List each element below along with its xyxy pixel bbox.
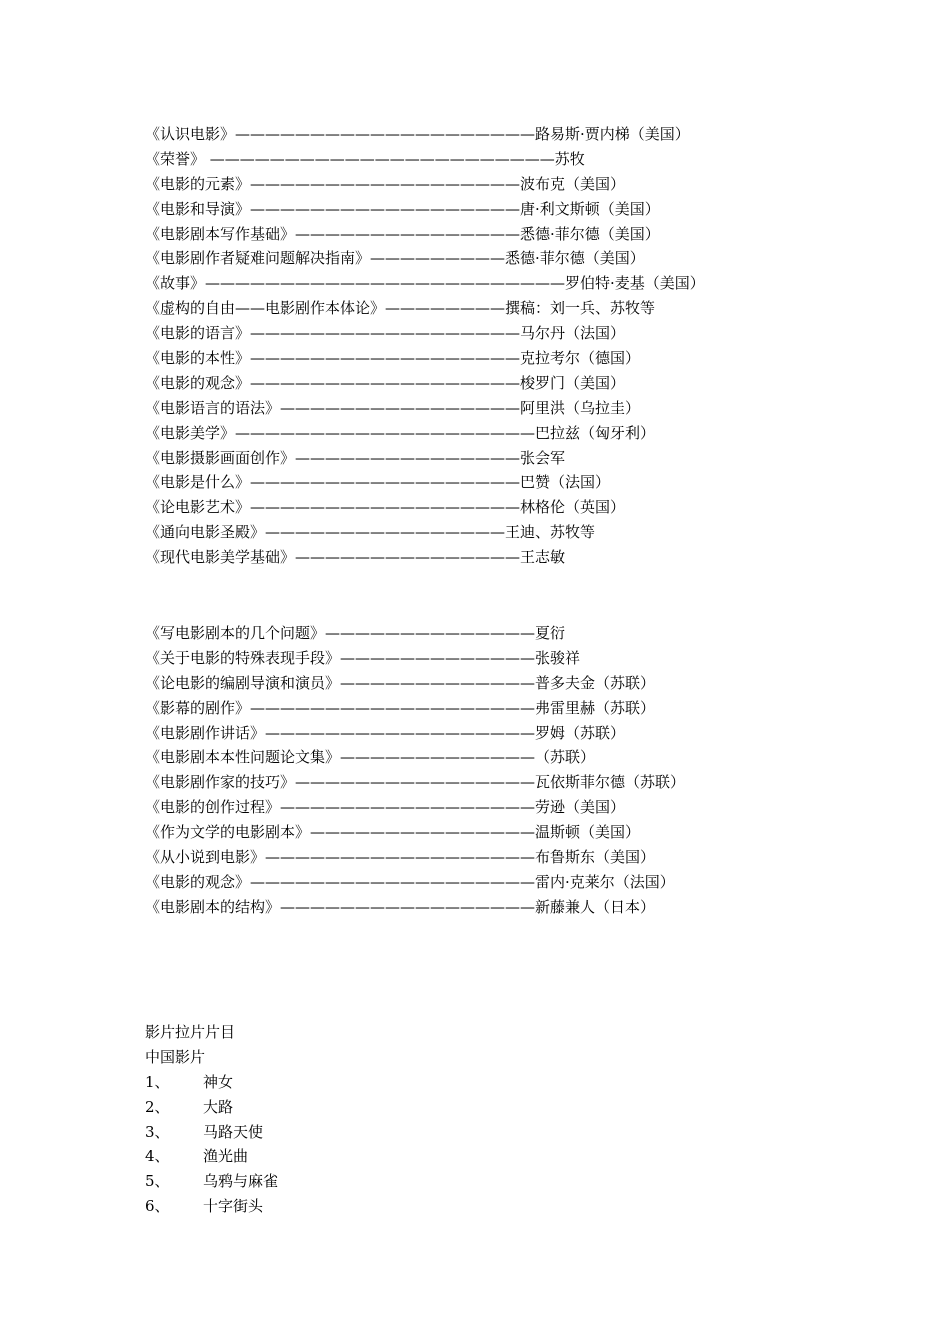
book-entry: 《作为文学的电影剧本》———————————————温斯顿（美国）	[145, 823, 641, 842]
book-entry: 《故事》————————————————————————罗伯特·麦基（美国）	[145, 274, 705, 293]
book-list-foreign	[145, 122, 765, 570]
section-subheading: 中国影片	[145, 1047, 206, 1066]
film-list-item	[145, 1070, 765, 1095]
film-title: 乌鸦与麻雀	[203, 1172, 279, 1191]
book-entry: 《电影的观念》——————————————————梭罗门（美国）	[145, 373, 626, 392]
book-entry: 《荣誉》 ———————————————————————苏牧	[145, 149, 585, 168]
book-entry: 《电影的元素》——————————————————波布克（美国）	[145, 174, 626, 193]
book-entry: 《电影的创作过程》—————————————————劳逊（美国）	[145, 798, 626, 817]
film-list-item	[145, 1120, 765, 1145]
book-entry: 《通向电影圣殿》————————————————王迪、苏牧等	[145, 523, 596, 542]
book-entry: 《电影的语言》——————————————————马尔丹（法国）	[145, 324, 626, 343]
film-title: 大路	[203, 1097, 234, 1116]
book-list-screenwriting	[145, 621, 765, 920]
book-entry: 《电影美学》————————————————————巴拉兹（匈牙利）	[145, 423, 656, 442]
book-entry: 《从小说到电影》——————————————————布鲁斯东（美国）	[145, 848, 656, 867]
book-entry: 《虚构的自由——电影剧作本体论》————————撰稿：刘一兵、苏牧等	[145, 299, 656, 318]
book-entry: 《电影的本性》——————————————————克拉考尔（德国）	[145, 349, 641, 368]
film-number: 3、	[145, 1122, 170, 1141]
book-entry: 《电影语言的语法》————————————————阿里洪（乌拉圭）	[145, 398, 641, 417]
film-title: 渔光曲	[203, 1147, 249, 1166]
book-entry: 《论电影的编剧导演和演员》—————————————普多夫金（苏联）	[145, 673, 656, 692]
film-title: 马路天使	[203, 1122, 264, 1141]
film-list-section	[145, 1020, 765, 1219]
book-entry: 《电影剧作者疑难问题解决指南》—————————悉德·菲尔德（美国）	[145, 249, 645, 268]
film-title: 十字街头	[203, 1197, 264, 1216]
film-number: 6、	[145, 1197, 170, 1216]
book-entry: 《电影和导演》——————————————————唐·利文斯顿（美国）	[145, 199, 660, 218]
film-number: 5、	[145, 1172, 170, 1191]
book-entry: 《论电影艺术》——————————————————林格伦（英国）	[145, 498, 626, 517]
film-number: 1、	[145, 1072, 170, 1091]
book-entry: 《电影剧作家的技巧》————————————————瓦依斯菲尔德（苏联）	[145, 773, 686, 792]
book-entry: 《电影剧本本性问题论文集》—————————————（苏联）	[145, 748, 596, 767]
book-entry: 《认识电影》————————————————————路易斯·贾内梯（美国）	[145, 125, 690, 143]
film-list-item	[145, 1144, 765, 1169]
film-list-item	[145, 1095, 765, 1120]
film-list-item	[145, 1169, 765, 1194]
book-entry: 《电影的观念》———————————————————雷内·克莱尔（法国）	[145, 872, 675, 891]
film-number: 4、	[145, 1147, 170, 1166]
film-title: 神女	[203, 1072, 234, 1091]
film-number: 2、	[145, 1097, 170, 1116]
book-entry: 《电影摄影画面创作》———————————————张会军	[145, 448, 566, 467]
book-entry: 《电影剧本写作基础》———————————————悉德·菲尔德（美国）	[145, 224, 660, 243]
book-entry: 《写电影剧本的几个问题》——————————————夏衍	[145, 624, 566, 642]
book-entry: 《电影剧本的结构》—————————————————新藤兼人（日本）	[145, 897, 656, 916]
book-entry: 《现代电影美学基础》———————————————王志敏	[145, 548, 566, 567]
book-entry: 《关于电影的特殊表现手段》—————————————张骏祥	[145, 648, 581, 667]
film-list-item	[145, 1194, 765, 1219]
book-entry: 《电影剧作讲话》——————————————————罗姆（苏联）	[145, 723, 626, 742]
book-entry: 《电影是什么》——————————————————巴赞（法国）	[145, 473, 611, 492]
book-entry: 《影幕的剧作》———————————————————弗雷里赫（苏联）	[145, 698, 656, 717]
section-heading: 影片拉片片目	[145, 1023, 236, 1041]
